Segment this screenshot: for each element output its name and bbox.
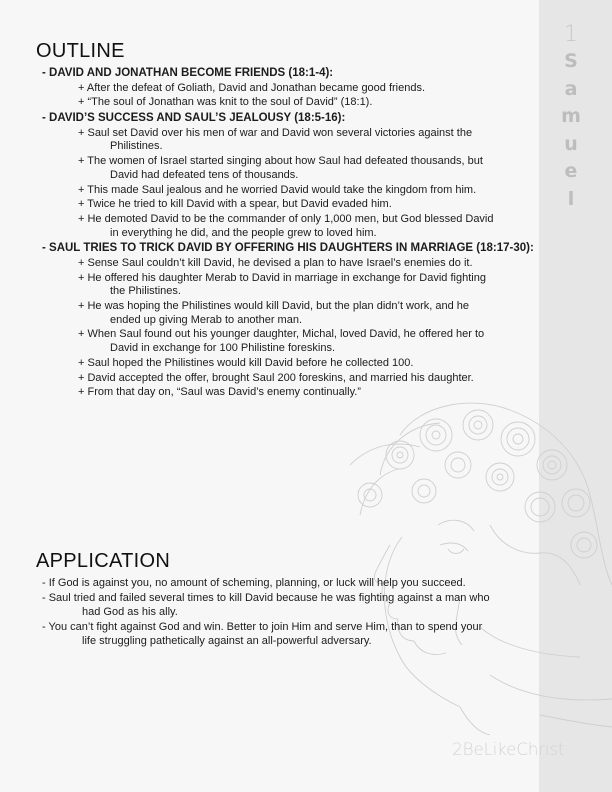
list-item: + Saul set David over his men of war and David won several victories against the Philistines. (78, 126, 473, 153)
list-item: - If God is against you, no amount of scheming, planning, or luck will help you succeed. (42, 577, 466, 589)
outline-list (42, 66, 537, 401)
list-item: + David accepted the offer, brought Saul 200 foreskins, and married his daughter. (78, 371, 474, 384)
book-letter: m (561, 105, 581, 127)
list-item: + He demoted David to be the commander of only 1,000 men, but God blessed David in everything he did, and the people grew to loved him. (78, 213, 494, 239)
list-item: + When Saul found out his younger daughter, Michal, loved David, he offered her to David in exchange for 100 Philistine foreskins. (78, 328, 485, 355)
list-item: + From that day on, “Saul was David’s enemy continually.” (78, 386, 361, 399)
book-letter: u (564, 132, 578, 155)
watermark: 2BeLikeChrist (452, 740, 565, 760)
book-letter: S (564, 50, 578, 72)
book-letter: l (567, 187, 575, 210)
list-item: + After the defeat of Goliath, David and Jonathan became good friends. (78, 81, 426, 94)
list-item: + He was hoping the Philistines would kill David, but the plan didn’t work, and he ended up giving Merab to another man. (78, 300, 470, 326)
list-item: - You can’t fight against God and win. Better to join Him and serve Him, than to spend your life struggling pathetically against an all-powerful adversary. (42, 620, 483, 647)
list-item: + The women of Israel started singing about how Saul had defeated thousands, but David had defeated tens of thousands. (78, 155, 483, 181)
book-letter: a (564, 77, 578, 100)
outline-heading: OUTLINE (36, 40, 125, 62)
book-letter: e (564, 160, 578, 182)
section-title: - DAVID’S SUCCESS AND SAUL’S JEALOUSY (18:5-16): (42, 112, 346, 125)
list-item: + Sense Saul couldn’t kill David, he devised a plan to have Israel’s enemies do it. (78, 256, 473, 269)
section-title: - DAVID AND JONATHAN BECOME FRIENDS (18:1-4): (42, 67, 334, 79)
list-item: + “The soul of Jonathan was knit to the soul of David” (18:1). (78, 96, 373, 109)
list-item: + This made Saul jealous and he worried David would take the kingdom from him. (78, 183, 477, 196)
application-heading: APPLICATION (36, 550, 171, 572)
list-item: + He offered his daughter Merab to David in marriage in exchange for David fighting the Philistines. (78, 271, 486, 298)
list-item: + Saul hoped the Philistines would kill David before he collected 100. (78, 356, 414, 369)
section-title: - SAUL TRIES TO TRICK DAVID BY OFFERING HIS DAUGHTERS IN MARRIAGE (18:17-30): (42, 242, 534, 255)
application-list (42, 577, 537, 650)
list-item: + Twice he tried to kill David with a spear, but David evaded him. (78, 198, 392, 211)
face-sketch-illustration (340, 395, 612, 735)
list-item: - Saul tried and failed several times to kill David because he was fighting against a man who had God as his ally. (42, 592, 490, 618)
book-number: 1 (564, 22, 578, 47)
book-title-vertical (539, 48, 603, 213)
